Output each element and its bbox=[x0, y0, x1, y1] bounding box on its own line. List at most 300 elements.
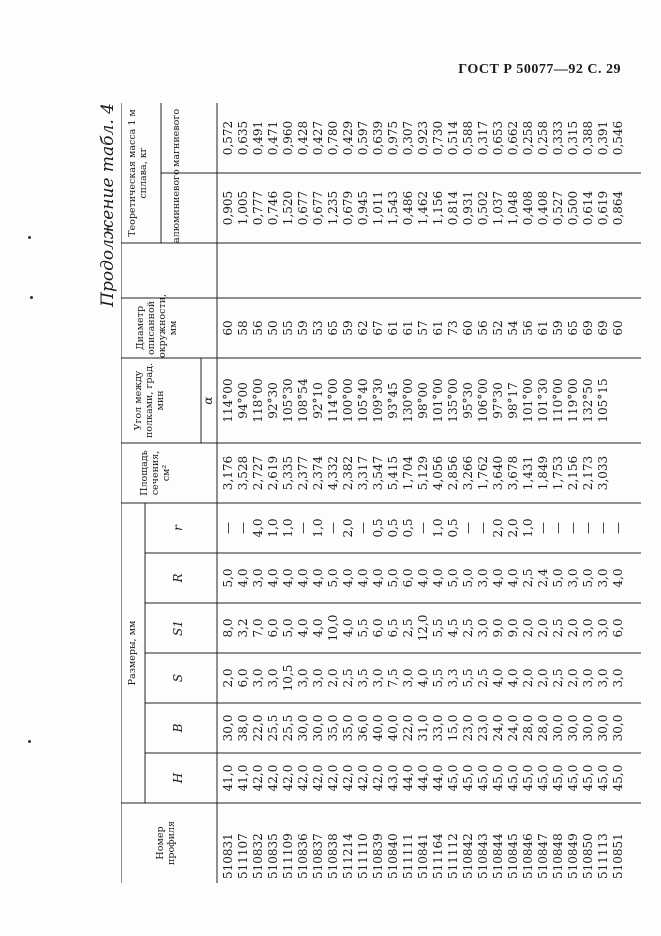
table-cell-S1: 3,2 bbox=[236, 618, 250, 638]
table-cell-num: 511164 bbox=[431, 833, 445, 879]
column-B bbox=[221, 703, 626, 753]
table-cell-S1: 3,0 bbox=[581, 618, 595, 638]
table-cell-mg: 0,388 bbox=[581, 120, 595, 156]
table-cell-al: 0,677 bbox=[296, 190, 310, 226]
table-cell-B: 23,0 bbox=[476, 714, 490, 742]
table-cell-H: 45,0 bbox=[491, 764, 505, 792]
table-cell-mg: 0,780 bbox=[326, 120, 340, 156]
table-cell-num: 510840 bbox=[386, 833, 400, 879]
table-cell-area: 2,727 bbox=[251, 455, 265, 491]
table-cell-S1: 2,5 bbox=[461, 618, 475, 638]
table-cell-d: 67 bbox=[371, 320, 385, 336]
table-cell-S: 2,0 bbox=[521, 668, 535, 688]
table-cell-R: 5,0 bbox=[386, 568, 400, 588]
table-cell-al: 1,048 bbox=[506, 190, 520, 226]
table-cell-B: 15,0 bbox=[446, 714, 460, 742]
table-cell-S1: 2,0 bbox=[521, 618, 535, 638]
table-cell-r: — bbox=[581, 522, 595, 534]
table-cell-angle: 119°00 bbox=[566, 378, 580, 423]
table-cell-S1: 5,5 bbox=[356, 618, 370, 638]
table-cell-area: 3,678 bbox=[506, 455, 520, 491]
table-cell-mg: 0,391 bbox=[596, 120, 610, 156]
table-continuation-label: Продолжение табл. 4 bbox=[98, 103, 118, 307]
table-cell-B: 30,0 bbox=[221, 714, 235, 742]
table-cell-angle: 105°15 bbox=[596, 378, 610, 423]
table-cell-area: 3,266 bbox=[461, 455, 475, 491]
header-dimensions: Размеры, мм bbox=[127, 620, 138, 686]
column-diameter bbox=[221, 298, 626, 358]
scan-mark bbox=[28, 236, 31, 239]
table-cell-al: 0,864 bbox=[611, 190, 625, 226]
table-cell-num: 511109 bbox=[281, 833, 295, 879]
table-cell-angle: 130°00 bbox=[401, 378, 415, 423]
column-r bbox=[221, 503, 626, 553]
table-cell-num: 511107 bbox=[236, 833, 250, 879]
table-cell-angle: 101°00 bbox=[521, 378, 535, 423]
table-cell-H: 43,0 bbox=[386, 764, 400, 792]
table-cell-H: 45,0 bbox=[551, 764, 565, 792]
column-profile-number bbox=[221, 805, 626, 879]
table-cell-r: 4,0 bbox=[251, 518, 265, 538]
table-cell-area: 3,640 bbox=[491, 455, 505, 491]
table-cell-mg: 0,588 bbox=[461, 120, 475, 156]
table-cell-d: 65 bbox=[566, 320, 580, 336]
table-cell-angle: 105°30 bbox=[281, 378, 295, 423]
table-cell-al: 0,486 bbox=[401, 190, 415, 226]
table-cell-num: 510839 bbox=[371, 833, 385, 879]
table-cell-mg: 0,514 bbox=[446, 120, 460, 156]
table-cell-angle: 101°00 bbox=[431, 378, 445, 423]
table-cell-R: 3,0 bbox=[476, 568, 490, 588]
table-cell-S: 3,0 bbox=[596, 668, 610, 688]
table-cell-mg: 0,639 bbox=[371, 120, 385, 156]
header-magnesium: магниевого bbox=[171, 108, 182, 168]
table-cell-al: 0,527 bbox=[551, 190, 565, 226]
table-cell-angle: 97°30 bbox=[491, 382, 505, 419]
table-cell-num: 510849 bbox=[566, 833, 580, 879]
table-cell-r: 2,0 bbox=[341, 518, 355, 538]
table-cell-mg: 0,427 bbox=[311, 120, 325, 156]
table-cell-angle: 108°54 bbox=[296, 378, 310, 423]
table-cell-d: 69 bbox=[596, 320, 610, 336]
table-cell-mg: 0,653 bbox=[491, 120, 505, 156]
table-cell-H: 42,0 bbox=[341, 764, 355, 792]
table-cell-S: 3,0 bbox=[371, 668, 385, 688]
table-cell-R: 4,0 bbox=[341, 568, 355, 588]
table-cell-B: 30,0 bbox=[596, 714, 610, 742]
table-cell-mg: 0,307 bbox=[401, 120, 415, 156]
table-cell-d: 60 bbox=[611, 320, 625, 336]
table-cell-num: 510838 bbox=[326, 833, 340, 879]
table-cell-d: 53 bbox=[311, 320, 325, 336]
table-cell-d: 52 bbox=[491, 320, 505, 336]
table-cell-num: 511112 bbox=[446, 833, 460, 879]
table-cell-mg: 0,635 bbox=[236, 120, 250, 156]
table-cell-area: 1,762 bbox=[476, 455, 490, 491]
table-cell-num: 510845 bbox=[506, 833, 520, 879]
table-cell-area: 3,547 bbox=[371, 455, 385, 491]
table-cell-S: 3,0 bbox=[266, 668, 280, 688]
table-cell-d: 55 bbox=[281, 320, 295, 336]
scan-mark bbox=[28, 740, 31, 743]
table-cell-R: 3,0 bbox=[566, 568, 580, 588]
header-B: B bbox=[171, 723, 185, 733]
header-R: R bbox=[171, 573, 185, 583]
table-cell-area: 1,849 bbox=[536, 455, 550, 491]
table-cell-S: 2,5 bbox=[341, 668, 355, 688]
table-cell-angle: 132°50 bbox=[581, 378, 595, 423]
table-cell-num: 510844 bbox=[491, 833, 505, 879]
table-cell-d: 61 bbox=[431, 320, 445, 336]
table-cell-B: 30,0 bbox=[611, 714, 625, 742]
table-cell-B: 40,0 bbox=[386, 714, 400, 742]
table-cell-S1: 3,0 bbox=[596, 618, 610, 638]
table-cell-S1: 12,0 bbox=[416, 614, 430, 642]
table-cell-d: 61 bbox=[386, 320, 400, 336]
header-aluminum: алюминиевого bbox=[171, 169, 182, 243]
table-cell-B: 35,0 bbox=[341, 714, 355, 742]
table-cell-mg: 0,429 bbox=[341, 120, 355, 156]
table-cell-al: 0,814 bbox=[446, 190, 460, 226]
table-cell-num: 510832 bbox=[251, 833, 265, 879]
table-cell-al: 1,156 bbox=[431, 190, 445, 226]
table-cell-r: 0,5 bbox=[401, 518, 415, 538]
table-cell-S1: 2,0 bbox=[536, 618, 550, 638]
table-cell-angle bbox=[611, 358, 626, 443]
table-cell-B: 36,0 bbox=[356, 714, 370, 742]
table-cell-r: — bbox=[356, 522, 370, 534]
table-cell-H: 41,0 bbox=[221, 764, 235, 792]
table-cell-area: 3,528 bbox=[236, 455, 250, 491]
table-cell-angle: 101°30 bbox=[536, 378, 550, 423]
table-cell-d: 59 bbox=[296, 320, 310, 336]
table-cell-d: 56 bbox=[476, 320, 490, 336]
table-cell-S1: 5,5 bbox=[431, 618, 445, 638]
table-cell-angle: 92°10 bbox=[311, 382, 325, 419]
table-cell-H: 45,0 bbox=[521, 764, 535, 792]
table-cell-R: 4,0 bbox=[266, 568, 280, 588]
table-cell-R: 5,0 bbox=[581, 568, 595, 588]
table-cell-S1: 6,0 bbox=[266, 618, 280, 638]
table-cell-mg: 0,258 bbox=[521, 120, 535, 156]
table-cell-num: 510836 bbox=[296, 833, 310, 879]
table-cell-R: 5,0 bbox=[221, 568, 235, 588]
table-cell-al: 0,408 bbox=[521, 190, 535, 226]
header-profile-number: Номер профиля bbox=[155, 821, 177, 865]
table-cell-R: 4,0 bbox=[611, 568, 625, 588]
header-angle: Угол между полками, град. мин bbox=[133, 362, 166, 439]
scan-mark bbox=[30, 296, 33, 299]
table-cell-S: 6,0 bbox=[236, 668, 250, 688]
table-cell-area: 1,753 bbox=[551, 455, 565, 491]
table-cell-S1: 6,0 bbox=[371, 618, 385, 638]
table-cell-area: 1,704 bbox=[401, 455, 415, 491]
table-cell-B: 25,5 bbox=[281, 714, 295, 742]
table-cell-r: 1,0 bbox=[521, 518, 535, 538]
table-cell-d: 50 bbox=[266, 320, 280, 336]
table-cell-S1: 5,0 bbox=[281, 618, 295, 638]
table-cell-mg: 0,491 bbox=[251, 120, 265, 156]
table-cell-num: 511113 bbox=[596, 833, 610, 879]
table-cell-d: 56 bbox=[521, 320, 535, 336]
table-cell-d: 60 bbox=[221, 320, 235, 336]
table-cell-area: 1,431 bbox=[521, 455, 535, 491]
table-cell-S1: 9,0 bbox=[506, 618, 520, 638]
table-cell-H: 45,0 bbox=[566, 764, 580, 792]
table-cell-S: 7,5 bbox=[386, 668, 400, 688]
table-cell-r: 2,0 bbox=[491, 518, 505, 538]
column-angle bbox=[221, 358, 626, 443]
table-cell-S: 5,5 bbox=[461, 668, 475, 688]
table-cell-B: 28,0 bbox=[536, 714, 550, 742]
table-cell-num: 510851 bbox=[611, 833, 625, 879]
table-cell-num: 511214 bbox=[341, 833, 355, 879]
header-H: H bbox=[171, 772, 185, 784]
table-cell-al: 0,502 bbox=[476, 190, 490, 226]
table-cell-S1: 4,0 bbox=[341, 618, 355, 638]
table-cell-B: 24,0 bbox=[506, 714, 520, 742]
table-cell-angle: 114°00 bbox=[221, 378, 235, 423]
table-cell-al: 0,619 bbox=[596, 190, 610, 226]
table-cell-R: 2,5 bbox=[521, 568, 535, 588]
table-cell-H: 44,0 bbox=[416, 764, 430, 792]
table-cell-S1: 2,0 bbox=[566, 618, 580, 638]
table-cell-area: 3,176 bbox=[221, 455, 235, 491]
table-cell-H: 42,0 bbox=[311, 764, 325, 792]
header-area: Площадь сечения, см² bbox=[139, 450, 172, 496]
table-cell-S1: 4,5 bbox=[446, 618, 460, 638]
table-cell-S: 5,5 bbox=[431, 668, 445, 688]
table-cell-area: 2,173 bbox=[581, 455, 595, 491]
table-cell-al: 1,235 bbox=[326, 190, 340, 226]
table-cell-H: 42,0 bbox=[266, 764, 280, 792]
table-cell-B: 30,0 bbox=[296, 714, 310, 742]
table-cell-S: 3,0 bbox=[311, 668, 325, 688]
table-cell-R: 6,0 bbox=[401, 568, 415, 588]
table-cell-S: 3,0 bbox=[296, 668, 310, 688]
table-cell-B: 24,0 bbox=[491, 714, 505, 742]
table-cell-al: 0,945 bbox=[356, 190, 370, 226]
table-cell-S1: 2,5 bbox=[401, 618, 415, 638]
table-cell-H: 42,0 bbox=[251, 764, 265, 792]
table-cell-H: 42,0 bbox=[371, 764, 385, 792]
table-cell-area: 2,856 bbox=[446, 455, 460, 491]
table-cell-d: 56 bbox=[251, 320, 265, 336]
table-cell-al: 0,746 bbox=[266, 190, 280, 226]
table-cell-mg: 0,597 bbox=[356, 120, 370, 156]
table-cell-B: 23,0 bbox=[461, 714, 475, 742]
table-cell-r: — bbox=[236, 522, 250, 534]
table-cell-angle: 94°00 bbox=[236, 382, 250, 419]
table-cell-R: 5,0 bbox=[326, 568, 340, 588]
table-cell-mg: 0,960 bbox=[281, 120, 295, 156]
table-cell-num: 511110 bbox=[356, 833, 370, 879]
table-cell-H: 45,0 bbox=[506, 764, 520, 792]
table-cell-H: 42,0 bbox=[296, 764, 310, 792]
table-cell-R: 4,0 bbox=[311, 568, 325, 588]
table-cell-angle: 100°00 bbox=[341, 378, 355, 423]
table-cell-d: 69 bbox=[581, 320, 595, 336]
table-cell-S: 2,0 bbox=[221, 668, 235, 688]
table-cell-mg: 0,923 bbox=[416, 120, 430, 156]
table-cell-angle: 92°30 bbox=[266, 382, 280, 419]
table-cell-mg: 0,317 bbox=[476, 120, 490, 156]
table-cell-al: 0,777 bbox=[251, 190, 265, 226]
table-cell-area: 5,129 bbox=[416, 455, 430, 491]
table-cell-B: 30,0 bbox=[311, 714, 325, 742]
table-cell-area: 5,335 bbox=[281, 455, 295, 491]
table-cell-H: 45,0 bbox=[596, 764, 610, 792]
table-cell-H: 44,0 bbox=[431, 764, 445, 792]
table-cell-al: 1,011 bbox=[371, 190, 385, 226]
table-cell-S1: 4,0 bbox=[296, 618, 310, 638]
table-cell-H: 45,0 bbox=[581, 764, 595, 792]
column-area bbox=[221, 443, 626, 503]
table-cell-num: 510847 bbox=[536, 833, 550, 879]
table-cell-H: 42,0 bbox=[326, 764, 340, 792]
header-S: S bbox=[171, 673, 185, 683]
table-cell-area: 5,415 bbox=[386, 455, 400, 491]
table-cell-B: 30,0 bbox=[566, 714, 580, 742]
table-cell-num: 510846 bbox=[521, 833, 535, 879]
table-cell-S1: 2,5 bbox=[551, 618, 565, 638]
table-cell-r: — bbox=[596, 522, 610, 534]
table-cell-R: 4,0 bbox=[281, 568, 295, 588]
table-cell-S1: 10,0 bbox=[326, 614, 340, 642]
table-cell-angle: 95°30 bbox=[461, 382, 475, 419]
table-cell-S: 2,0 bbox=[566, 668, 580, 688]
table-cell-r: — bbox=[296, 522, 310, 534]
table-cell-num: 510848 bbox=[551, 833, 565, 879]
table-cell-mg: 0,662 bbox=[506, 120, 520, 156]
table-cell-d: 62 bbox=[356, 320, 370, 336]
table-cell-S: 2,5 bbox=[476, 668, 490, 688]
table-cell-mg: 0,333 bbox=[551, 120, 565, 156]
table-cell-angle: 110°00 bbox=[551, 378, 565, 423]
table-cell-al: 0,931 bbox=[461, 190, 475, 226]
table-cell-B: 38,0 bbox=[236, 714, 250, 742]
header-S1: S1 bbox=[171, 620, 185, 636]
table-cell-angle: 98°00 bbox=[416, 382, 430, 419]
table-cell-H: 45,0 bbox=[611, 764, 625, 792]
table-cell-S: 2,0 bbox=[326, 668, 340, 688]
table-cell-B: 30,0 bbox=[581, 714, 595, 742]
table-cell-S1: 6,5 bbox=[386, 618, 400, 638]
table-cell-mg: 0,258 bbox=[536, 120, 550, 156]
table-cell-H: 45,0 bbox=[476, 764, 490, 792]
table-cell-al: 0,905 bbox=[221, 190, 235, 226]
table-cell-S1: 6,0 bbox=[611, 618, 625, 638]
table-cell-al: 0,614 bbox=[581, 190, 595, 226]
table-cell-d: 58 bbox=[236, 320, 250, 336]
column-S1 bbox=[221, 603, 626, 653]
table-cell-r: — bbox=[221, 522, 235, 534]
table-cell-num: 510831 bbox=[221, 833, 235, 879]
table-cell-d: 60 bbox=[461, 320, 475, 336]
table-cell-R: 4,0 bbox=[356, 568, 370, 588]
table-cell-r: — bbox=[611, 522, 625, 534]
table-cell-area: 2,377 bbox=[296, 455, 310, 491]
table-cell-mg: 0,546 bbox=[611, 120, 625, 156]
table-cell-S: 3,0 bbox=[251, 668, 265, 688]
table-cell-d: 65 bbox=[326, 320, 340, 336]
table-cell-H: 42,0 bbox=[281, 764, 295, 792]
table-cell-S: 3,0 bbox=[401, 668, 415, 688]
table-cell-al: 1,037 bbox=[491, 190, 505, 226]
table-cell-B: 31,0 bbox=[416, 714, 430, 742]
table-cell-d: 57 bbox=[416, 320, 430, 336]
table-cell-R: 3,0 bbox=[251, 568, 265, 588]
table-cell-B: 28,0 bbox=[521, 714, 535, 742]
table-cell-num: 510850 bbox=[581, 833, 595, 879]
table-cell-H: 45,0 bbox=[446, 764, 460, 792]
table-cell-S: 10,5 bbox=[281, 664, 295, 692]
header-diameter: Диаметр описанной окружности, мм bbox=[135, 293, 179, 358]
table-cell-R: 3,0 bbox=[596, 568, 610, 588]
table-cell-num: 511111 bbox=[401, 833, 415, 879]
table-cell-r: — bbox=[551, 522, 565, 534]
table-cell-al: 0,408 bbox=[536, 190, 550, 226]
table-cell-num: 510841 bbox=[416, 833, 430, 879]
table-cell-r: 0,5 bbox=[386, 518, 400, 538]
table-cell-S1: 7,0 bbox=[251, 618, 265, 638]
column-aluminum bbox=[221, 173, 626, 243]
table-cell-r: 0,5 bbox=[446, 518, 460, 538]
table-cell-B: 30,0 bbox=[551, 714, 565, 742]
table-cell-S: 4,0 bbox=[491, 668, 505, 688]
table-cell-area: 2,156 bbox=[566, 455, 580, 491]
table-cell-angle: 114°00 bbox=[326, 378, 340, 423]
table-cell-num: 510843 bbox=[476, 833, 490, 879]
table-cell-R: 4,0 bbox=[236, 568, 250, 588]
table-cell-S: 4,0 bbox=[506, 668, 520, 688]
table-cell-area: 3,033 bbox=[596, 455, 610, 491]
table-cell-R: 5,0 bbox=[461, 568, 475, 588]
table-cell-B: 25,5 bbox=[266, 714, 280, 742]
rotated-table-block bbox=[95, 103, 645, 883]
table-cell-R: 4,0 bbox=[491, 568, 505, 588]
table-cell-r: 1,0 bbox=[311, 518, 325, 538]
table-cell-S: 2,5 bbox=[551, 668, 565, 688]
table-cell-S1: 8,0 bbox=[221, 618, 235, 638]
table-cell-r: — bbox=[461, 522, 475, 534]
header-angle-symbol: α bbox=[201, 396, 215, 405]
table-cell-S1: 3,0 bbox=[476, 618, 490, 638]
table-cell-r: 1,0 bbox=[281, 518, 295, 538]
table-cell-area: 2,374 bbox=[311, 455, 325, 491]
table-cell-B: 22,0 bbox=[251, 714, 265, 742]
table-cell-d: 61 bbox=[401, 320, 415, 336]
table-cell-area: 4,056 bbox=[431, 455, 445, 491]
table-cell-al: 1,462 bbox=[416, 190, 430, 226]
table-cell-r: 0,5 bbox=[371, 518, 385, 538]
table-cell-mg: 0,428 bbox=[296, 120, 310, 156]
header-mass: Теоретическая масса 1 м сплава, кг bbox=[127, 109, 149, 237]
table-cell-d: 59 bbox=[551, 320, 565, 336]
table-cell-angle: 98°17 bbox=[506, 382, 520, 419]
table-cell-area: 3,317 bbox=[356, 455, 370, 491]
table-cell-S: 3,0 bbox=[611, 668, 625, 688]
table-cell-angle: 106°00 bbox=[476, 378, 490, 423]
table-cell-d: 61 bbox=[536, 320, 550, 336]
table-cell-B: 35,0 bbox=[326, 714, 340, 742]
table-cell-R: 5,0 bbox=[446, 568, 460, 588]
column-S bbox=[221, 653, 626, 703]
table-cell-num: 510835 bbox=[266, 833, 280, 879]
table-cell-S: 2,0 bbox=[536, 668, 550, 688]
table-cell-area: 2,382 bbox=[341, 455, 355, 491]
table-cell-R: 4,0 bbox=[431, 568, 445, 588]
